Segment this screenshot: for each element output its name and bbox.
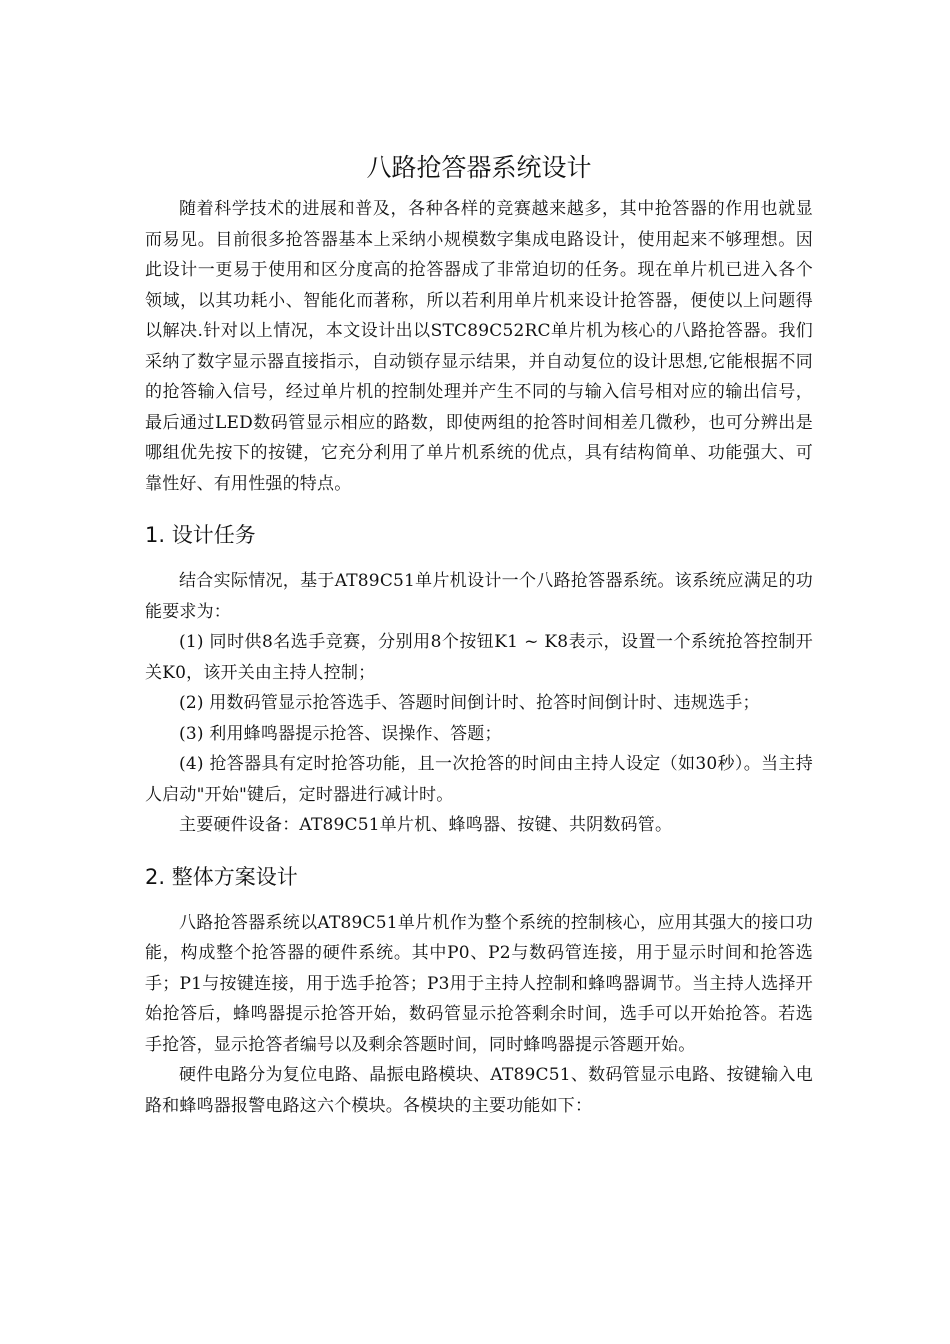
requirement-item-3: (3) 利用蜂鸣器提示抢答、误操作、答题； [179, 723, 502, 744]
section-1-heading: 1. 设计任务 [145, 523, 256, 547]
section-1-intro: 结合实际情况，基于AT89C51单片机设计一个八路抢答器系统。该系统应满足的功能要求为： [145, 571, 813, 622]
requirement-item-1: (1) 同时供8名选手竞赛，分别用8个按钮K1 ~ K8表示，设置一个系统抢答控制开关K0，该开关由主持人控制； [145, 632, 813, 683]
section-2-paragraph-1: 八路抢答器系统以AT89C51单片机作为整个系统的控制核心，应用其强大的接口功能，构成整个抢答器的硬件系统。其中P0、P2与数码管连接，用于显示时间和抢答选手；P1与按键连接，用于选手抢答；P3用于主持人控制和蜂鸣器调节。当主持人选择开始抢答后，蜂鸣器提示抢答开始，数码管显示抢答剩余时间，选手可以开始抢答。若选手抢答，显示抢答者编号以及剩余答题时间，同时蜂鸣器提示答题开始。 [145, 912, 813, 1055]
document-page [145, 148, 813, 1121]
intro-paragraph: 随着科学技术的进展和普及，各种各样的竞赛越来越多，其中抢答器的作用也就显而易见。目前很多抢答器基本上采纳小规模数字集成电路设计，使用起来不够理想。因此设计一更易于使用和区分度高的抢答器成了非常迫切的任务。现在单片机已进入各个领域，以其功耗小、智能化而著称，所以若利用单片机来设计抢答器，便使以上问题得以解决.针对以上情况，本文设计出以STC89C52RC单片机为核心的八路抢答器。我们采纳了数字显示器直接指示，自动锁存显示结果，并自动复位的设计思想,它能根据不同的抢答输入信号，经过单片机的控制处理并产生不同的与输入信号相对应的输出信号，最后通过LED数码管显示相应的路数，即使两组的抢答时间相差几微秒，也可分辨出是哪组优先按下的按键，它充分利用了单片机系统的优点，具有结构简单、功能强大、可靠性好、有用性强的特点。 [145, 199, 813, 494]
section-2-heading: 2. 整体方案设计 [145, 864, 298, 889]
requirement-item-2: (2) 用数码管显示抢答选手、答题时间倒计时、抢答时间倒计时、违规选手； [179, 693, 760, 713]
hardware-list: 主要硬件设备：AT89C51单片机、蜂鸣器、按键、共阴数码管。 [179, 815, 673, 835]
requirement-item-4: (4) 抢答器具有定时抢答功能，且一次抢答的时间由主持人设定（如30秒）。当主持人启动"开始"键后，定时器进行减计时。 [145, 754, 813, 805]
document-title: 八路抢答器系统设计 [366, 153, 592, 182]
section-2-paragraph-2: 硬件电路分为复位电路、晶振电路模块、AT89C51、数码管显示电路、按键输入电路和蜂鸣器报警电路这六个模块。各模块的主要功能如下： [145, 1065, 813, 1116]
